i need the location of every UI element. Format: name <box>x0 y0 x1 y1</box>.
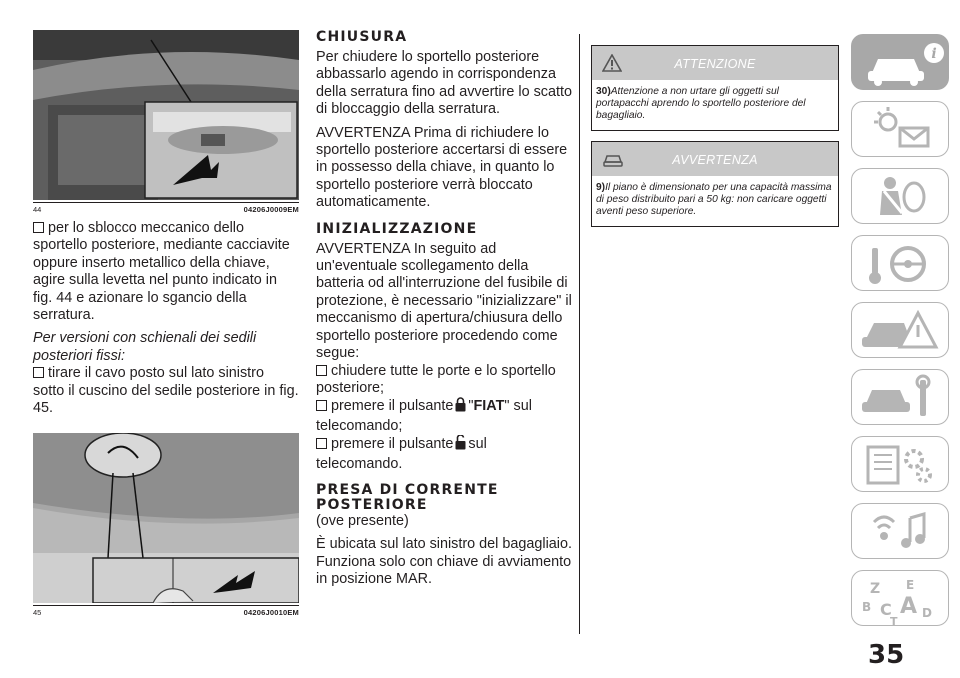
avvertenza-header <box>592 142 838 176</box>
figure-44-image <box>33 30 299 200</box>
attenzione-title: ATTENZIONE <box>674 57 756 71</box>
svg-text:i: i <box>931 46 937 62</box>
init-bullet-2: premere il pulsante "FIAT" sul telecomando; <box>316 398 532 434</box>
figure-44-number: 44 <box>33 205 42 214</box>
avvertenza-box <box>591 141 839 227</box>
lock-open-icon <box>455 435 466 455</box>
svg-text:C: C <box>880 600 892 619</box>
tab-emergency[interactable] <box>851 302 949 358</box>
car-warning-icon <box>852 303 950 359</box>
lights-warning-icon <box>852 102 950 158</box>
chiusura-paragraph-2: AVVERTENZA Prima di richiudere lo sportello posteriore accertarsi di essere in possesso della chiave, in quanto lo sportello posteriore verrà bloccato automaticamente. <box>316 124 568 211</box>
checkbox-bullet-icon <box>316 400 327 411</box>
init-paragraph-1: AVVERTENZA In seguito ad un'eventuale scollegamento della batteria od all'interruzione del fusibile di protezione, è necessario "inizializzare" il meccanismo di apertura/chiusura dello sportello posteriore procedendo come segue: <box>316 240 572 362</box>
column-divider <box>579 34 580 634</box>
figure-rule <box>33 605 299 606</box>
heading-chiusura: CHIUSURA <box>316 29 408 45</box>
lock-closed-icon <box>455 397 466 417</box>
tab-technical-data[interactable] <box>851 436 949 492</box>
figure-45-code: 04206J0010EM <box>243 608 299 618</box>
attenzione-body: 30)Attenzione a non urtare gli oggetti sul portapacchi aprendo lo sportello posteriore del bagagliaio. <box>596 86 806 121</box>
col1-paragraph-1: per lo sblocco meccanico dello sportello posteriore, mediante cacciavite oppure inserto metallico della chiave, agire sulla levetta nel punto indicato in fig. 44 e azionare lo sgancio della serratura. <box>33 220 290 324</box>
figure-44-caption <box>33 205 299 214</box>
page-number: 35 <box>868 640 905 670</box>
key-steering-icon <box>852 236 950 292</box>
svg-text:E: E <box>906 578 915 592</box>
attenzione-box <box>591 45 839 131</box>
avvertenza-title: AVVERTENZA <box>672 153 758 167</box>
column-middle <box>316 30 574 589</box>
svg-text:A: A <box>900 594 918 619</box>
figure-45-caption <box>33 608 299 617</box>
col1-paragraph-2: Per versioni con schienali dei sedili posteriori fissi: <box>33 330 257 364</box>
svg-text:T: T <box>890 615 898 627</box>
tab-starting-driving[interactable] <box>851 235 949 291</box>
tab-maintenance[interactable] <box>851 369 949 425</box>
checkbox-bullet-icon <box>33 222 44 233</box>
init-bullet-1: chiudere tutte le porte e lo sportello posteriore; <box>316 362 556 396</box>
presa-paragraph-1: È ubicata sul lato sinistro del bagagliaio. Funziona solo con chiave di avviamento in posizione MAR. <box>316 536 572 588</box>
figure-45-number: 45 <box>33 608 42 618</box>
attenzione-header <box>592 46 838 80</box>
checkbox-bullet-icon <box>316 438 327 449</box>
alphabet-index-icon <box>852 571 950 627</box>
avvertenza-number: 9) <box>596 182 606 193</box>
chiusura-paragraph-1: Per chiudere lo sportello posteriore abbassarlo agendo in corrispondenza della serratura fino ad avvertire lo scatto di bloccaggio della serratura. <box>316 49 572 118</box>
checkbox-bullet-icon <box>316 365 327 376</box>
heading-presa-di-corrente: PRESA DI CORRENTE POSTERIORE <box>316 481 499 513</box>
tab-safety[interactable] <box>851 168 949 224</box>
tab-multimedia[interactable] <box>851 503 949 559</box>
presa-subtitle: (ove presente) <box>316 512 409 529</box>
tab-car-info[interactable] <box>851 34 949 90</box>
airbag-seatbelt-icon <box>852 169 950 225</box>
heading-inizializzazione: INIZIALIZZAZIONE <box>316 220 478 237</box>
chapter-tabs <box>851 34 949 637</box>
col1-paragraph-3: tirare il cavo posto sul lato sinistro sotto il cuscino del sedile posteriore in fig. 45. <box>33 365 299 417</box>
svg-text:B: B <box>862 600 872 614</box>
svg-text:Z: Z <box>870 581 881 597</box>
tab-index[interactable] <box>851 570 949 626</box>
avvertenza-body: 9)Il piano è dimensionato per una capacità massima di peso distribuito pari a 50 kg: non caricare oggetti aventi peso superiore. <box>596 182 832 217</box>
tab-lights-warnings[interactable] <box>851 101 949 157</box>
attenzione-number: 30) <box>596 86 611 97</box>
fiat-brand-text: FIAT <box>473 398 505 415</box>
figure-rule <box>33 202 299 203</box>
music-note-icon <box>852 504 950 560</box>
checkbox-bullet-icon <box>33 367 44 378</box>
car-tools-icon <box>852 370 950 426</box>
svg-text:D: D <box>922 606 932 620</box>
figure-44-code: 04206J0009EM <box>243 205 299 214</box>
list-gears-icon <box>852 437 950 493</box>
figure-45-image <box>33 433 299 603</box>
car-info-icon <box>852 35 950 91</box>
column-left <box>33 30 299 617</box>
column-right <box>591 45 839 237</box>
init-bullet-3: premere il pulsante sul telecomando. <box>316 436 487 472</box>
